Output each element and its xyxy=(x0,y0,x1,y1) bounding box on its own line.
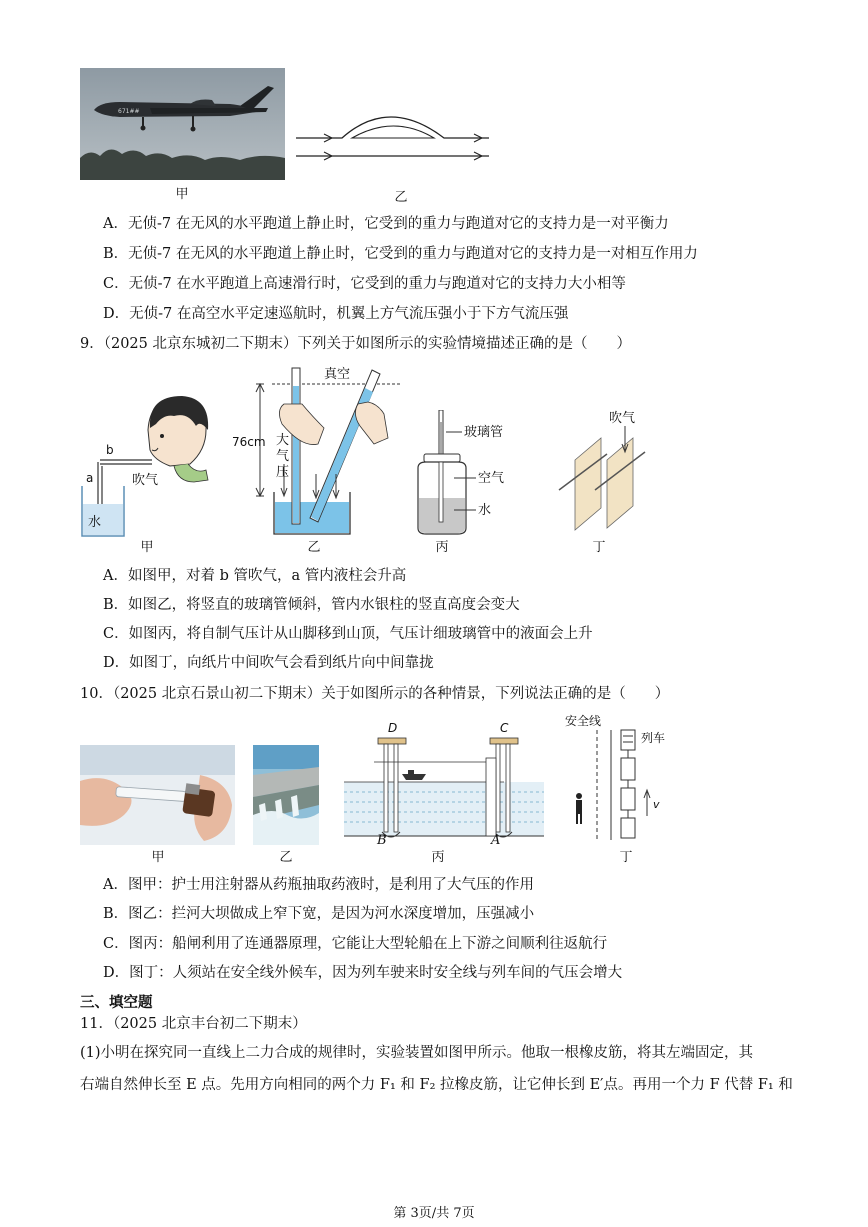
lock-label-d: D xyxy=(388,721,398,735)
q8-figure-aircraft-photo xyxy=(80,68,285,180)
train-label: 列车 xyxy=(641,731,666,745)
blow-label: 吹气 xyxy=(132,473,159,488)
atm-label-1: 大 xyxy=(276,433,290,448)
q8-fig2-caption: 乙 xyxy=(394,190,408,205)
q9-stem: 9．（2025 北京东城初二下期末）下列关于如图所示的实验情境描述正确的是（ ） xyxy=(80,336,631,352)
q10-fig-a-photo xyxy=(80,745,235,845)
q8-option-c: C．无侦-7 在水平跑道上高速滑行时，它受到的重力与跑道对它的支持力大小相等 xyxy=(103,276,626,292)
q10-stem: 10．（2025 北京石景山初二下期末）关于如图所示的各种情景，下列说法正确的是（ ） xyxy=(80,686,670,702)
q9-fig-d-caption: 丁 xyxy=(592,540,606,555)
q10-fig-b-photo xyxy=(253,745,319,845)
q11-line-2: 右端自然伸长至 E 点。先用方向相同的两个力 F₁ 和 F₂ 拉橡皮筋，让它伸长到 E′点。再用一个力 F 代替 F₁ 和 xyxy=(80,1077,793,1093)
barometer-bottle-svg xyxy=(410,410,530,538)
q9-fig-c xyxy=(410,410,530,538)
lock-label-c: C xyxy=(500,721,509,735)
atm-label-2: 气 xyxy=(276,449,290,464)
q10-fig-d-caption: 丁 xyxy=(619,850,633,865)
lock-label-b: B xyxy=(377,833,387,848)
train-platform-svg xyxy=(565,712,685,842)
q10-fig-c xyxy=(344,718,544,846)
q11-stem: 11．（2025 北京丰台初二下期末） xyxy=(80,1016,307,1032)
q10-option-b: B．图乙：拦河大坝做成上窄下宽，是因为河水深度增加，压强减小 xyxy=(103,906,535,922)
q9-option-a: A．如图甲，对着 b 管吹气，a 管内液柱会升高 xyxy=(103,568,407,584)
paper-sheets-svg xyxy=(555,408,655,538)
blow-straw-svg xyxy=(78,390,218,540)
q10-option-c: C．图丙：船闸利用了连通器原理，它能让大型轮船在上下游之间顺利往返航行 xyxy=(103,936,608,952)
page-footer: 第 3页/共 7页 xyxy=(393,1206,475,1221)
q9-option-d: D．如图丁，向纸片中间吹气会看到纸片向中间靠拢 xyxy=(103,655,434,671)
section-3-title: 三、填空题 xyxy=(80,994,153,1011)
ship-lock-svg xyxy=(344,718,544,846)
glass-tube-label: 玻璃管 xyxy=(464,425,504,440)
velocity-label: v xyxy=(653,798,660,811)
q9-fig-b-caption: 乙 xyxy=(307,540,321,555)
air-label: 空气 xyxy=(478,471,505,486)
lock-label-a: A xyxy=(491,833,501,848)
q10-option-d: D．图丁：人须站在安全线外候车，因为列车驶来时安全线与列车间的气压会增大 xyxy=(103,965,623,981)
safety-line-label: 安全线 xyxy=(565,714,602,728)
q9-fig-c-caption: 丙 xyxy=(435,540,449,555)
q10-fig-c-caption: 丙 xyxy=(431,850,445,865)
blow-label-d: 吹气 xyxy=(609,411,636,426)
torricelli-svg xyxy=(232,364,407,540)
q10-fig-a-caption: 甲 xyxy=(151,850,165,865)
water-label-c: 水 xyxy=(478,503,492,518)
q8-fig1-caption: 甲 xyxy=(175,187,189,202)
q8-option-a: A．无侦-7 在无风的水平跑道上静止时，它受到的重力与跑道对它的支持力是一对平衡力 xyxy=(103,216,669,232)
q8-figure-airflow xyxy=(294,108,494,168)
q9-fig-a-caption: 甲 xyxy=(140,540,154,555)
aircraft-marking: 671## xyxy=(118,108,140,115)
q9-fig-d xyxy=(555,408,655,538)
q9-fig-b xyxy=(232,364,407,540)
wing-airflow-svg xyxy=(294,108,494,168)
q10-fig-b-caption: 乙 xyxy=(279,850,293,865)
tube-a-label: a xyxy=(86,471,94,485)
vacuum-label: 真空 xyxy=(324,367,351,382)
q11-line-1: (1)小明在探究同一直线上二力合成的规律时，实验装置如图甲所示。他取一根橡皮筋，将其左端固定，其 xyxy=(80,1045,754,1061)
q10-option-a: A．图甲：护士用注射器从药瓶抽取药液时，是利用了大气压的作用 xyxy=(103,877,534,893)
q9-option-b: B．如图乙，将竖直的玻璃管倾斜，管内水银柱的竖直高度会变大 xyxy=(103,597,520,613)
atm-label-3: 压 xyxy=(276,465,290,480)
dam-photo-svg xyxy=(253,745,319,845)
tube-b-label: b xyxy=(106,443,114,457)
q9-option-c: C．如图丙，将自制气压计从山脚移到山顶，气压计细玻璃管中的液面会上升 xyxy=(103,626,593,642)
water-label: 水 xyxy=(88,515,102,530)
height-label: 76cm xyxy=(232,435,266,449)
q8-option-b: B．无侦-7 在无风的水平跑道上静止时，它受到的重力与跑道对它的支持力是一对相互作用力 xyxy=(103,246,698,262)
q10-fig-d xyxy=(565,712,685,842)
q9-fig-a xyxy=(78,390,218,540)
drone-photo-svg xyxy=(80,68,285,180)
q8-option-d: D．无侦-7 在高空水平定速巡航时，机翼上方气流压强小于下方气流压强 xyxy=(103,306,569,322)
syringe-photo-svg xyxy=(80,745,235,845)
